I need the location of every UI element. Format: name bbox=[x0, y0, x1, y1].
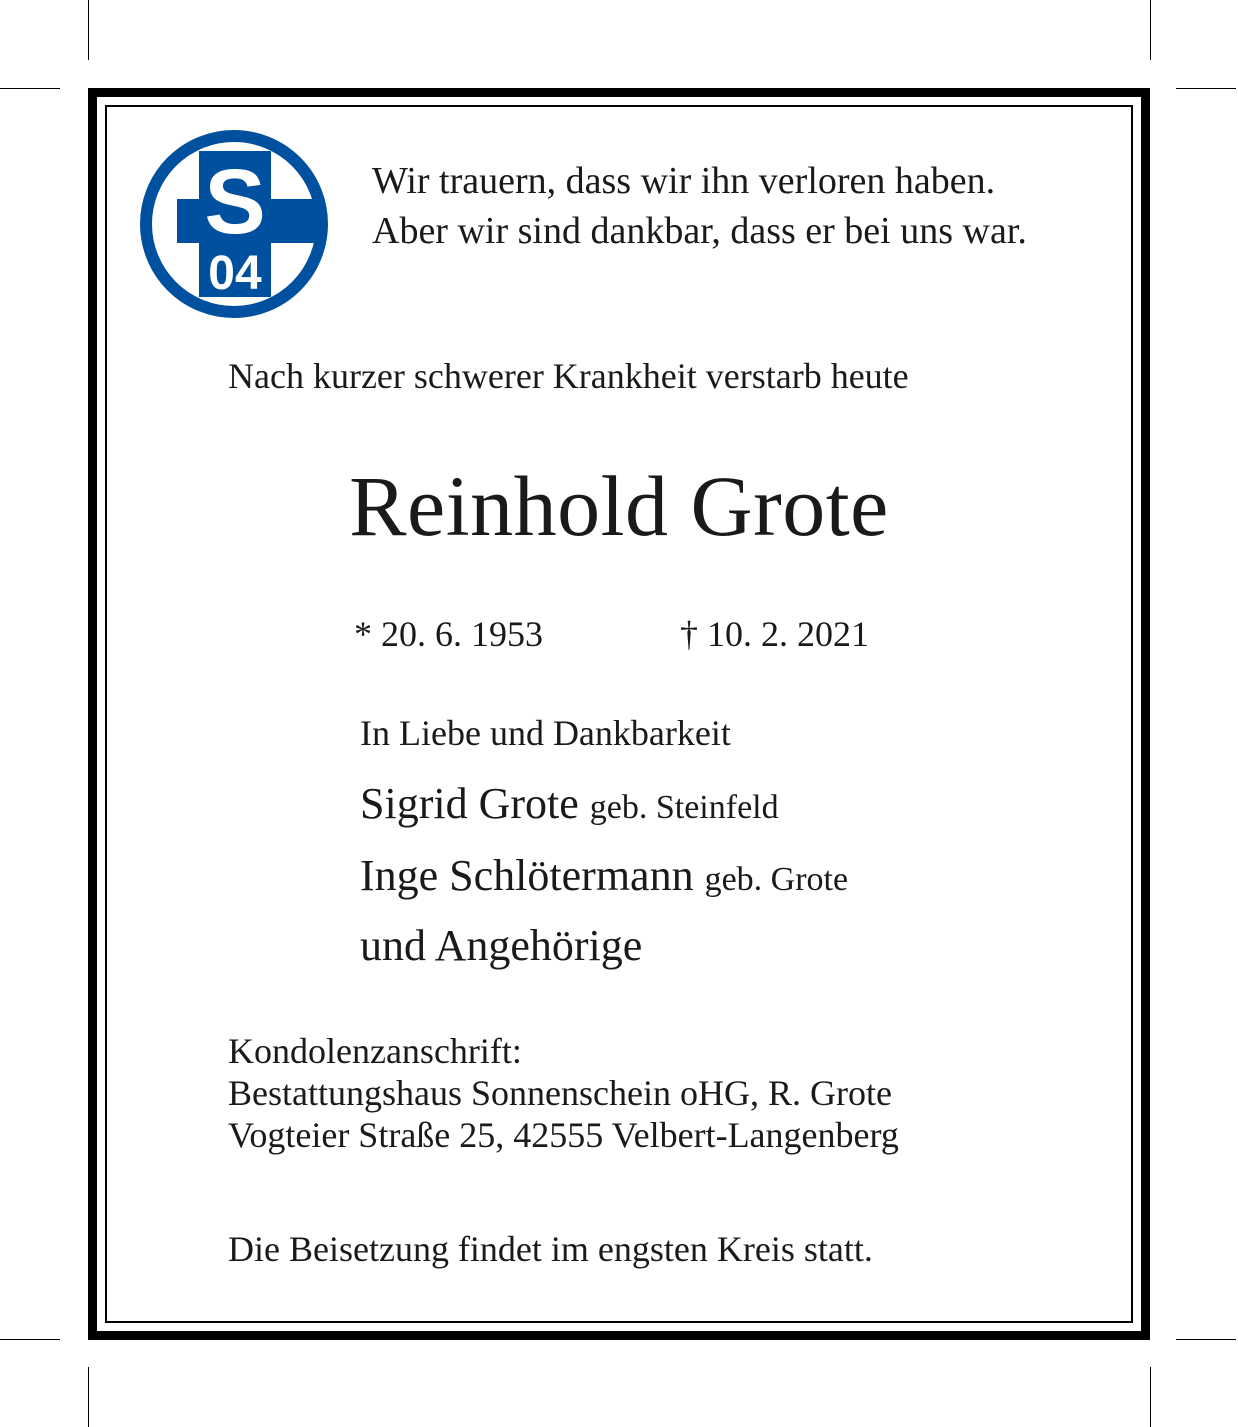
crop-mark bbox=[1150, 1367, 1151, 1427]
condolence-address bbox=[228, 1030, 899, 1156]
mourner-name: Sigrid Grote bbox=[360, 779, 579, 828]
death-date: † 10. 2. 2021 bbox=[680, 614, 869, 654]
mourner-entry bbox=[360, 778, 779, 829]
motto bbox=[372, 156, 1027, 256]
funeral-note: Die Beisetzung findet im engsten Kreis statt. bbox=[228, 1229, 873, 1269]
mourner-name: Inge Schlötermann bbox=[360, 851, 694, 900]
crop-mark bbox=[88, 0, 89, 60]
mourner-name: und Angehörige bbox=[360, 921, 643, 970]
mourner-maiden-name: geb. Steinfeld bbox=[589, 789, 779, 826]
crop-mark bbox=[88, 1367, 89, 1427]
mourner-maiden-name: geb. Grote bbox=[704, 861, 849, 898]
motto-line-2: Aber wir sind dankbar, dass er bei uns war. bbox=[372, 210, 1027, 252]
club-logo bbox=[139, 129, 329, 319]
mourner-entry bbox=[360, 850, 848, 901]
announcement-intro: Nach kurzer schwerer Krankheit verstarb heute bbox=[228, 356, 909, 396]
mourner-entry bbox=[360, 920, 642, 971]
logo-digits: 04 bbox=[208, 247, 262, 300]
motto-line-1: Wir trauern, dass wir ihn verloren haben. bbox=[372, 160, 996, 202]
birth-date: * 20. 6. 1953 bbox=[354, 614, 543, 654]
condolence-line-2: Vogteier Straße 25, 42555 Velbert-Langenberg bbox=[228, 1115, 899, 1155]
condolence-line-1: Bestattungshaus Sonnenschein oHG, R. Grote bbox=[228, 1073, 892, 1113]
mourners-intro: In Liebe und Dankbarkeit bbox=[360, 713, 731, 753]
condolence-heading: Kondolenzanschrift: bbox=[228, 1031, 522, 1071]
crop-mark bbox=[1150, 0, 1151, 60]
logo-letter: S bbox=[204, 151, 266, 253]
crop-mark bbox=[0, 1339, 60, 1340]
deceased-name: Reinhold Grote bbox=[349, 458, 889, 554]
crop-mark bbox=[1176, 88, 1236, 89]
crop-mark bbox=[1176, 1339, 1236, 1340]
crop-mark bbox=[0, 88, 60, 89]
